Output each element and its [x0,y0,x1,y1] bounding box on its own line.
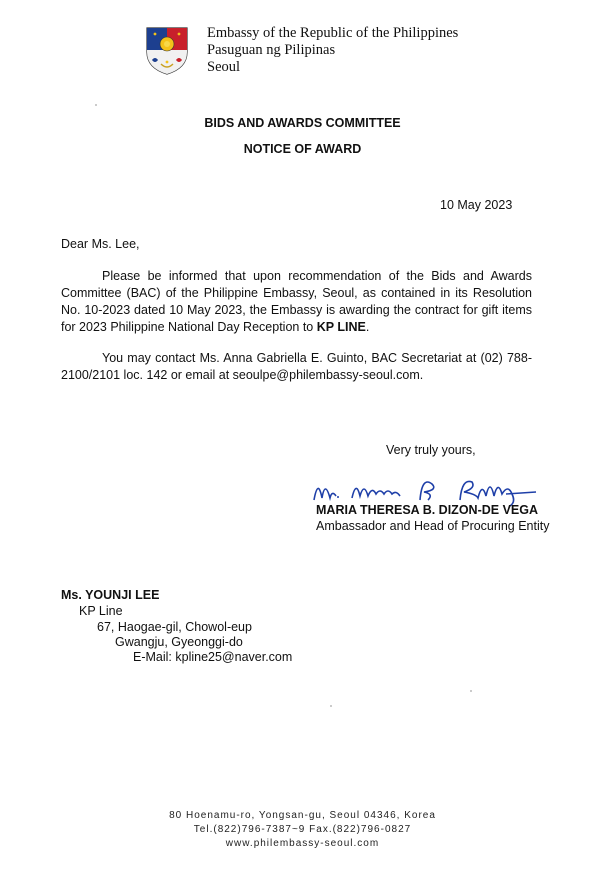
signatory-name: MARIA THERESA B. DIZON-DE VEGA [316,503,538,517]
body-paragraph-1 [61,268,532,336]
footer-website: www.philembassy-seoul.com [225,838,380,849]
salutation: Dear Ms. Lee, [61,237,140,251]
recipient-name: Ms. YOUNJI LEE [61,588,160,602]
body-paragraph-1-text: Please be informed that upon recommendation of the Bids and Awards Committee (BAC) of the Philippine Embassy, Seoul, as contained in its Resolution No. 10-2023 dated 10 May 2023, the Embassy is awarding the contract for gift items for 2023 Philippine National Day Reception to [61,269,532,334]
closing: Very truly yours, [386,443,476,457]
body-paragraph-1-end: . [365,320,370,334]
footer-address: 80 Hoenamu-ro, Yongsan-gu, Seoul 04346, Korea [169,810,436,821]
document-title: NOTICE OF AWARD [243,142,362,156]
recipient-email: E-Mail: kpline25@naver.com [133,650,293,664]
footer-phone: Tel.(822)796-7387~9 Fax.(822)796-0827 [193,824,412,835]
scan-speck [95,104,97,106]
signatory-title: Ambassador and Head of Procuring Entity [316,519,550,533]
coat-of-arms-icon [139,22,195,78]
scan-speck [470,690,472,692]
letterhead [207,25,458,76]
letterhead-line2: Pasuguan ng Pilipinas [207,42,336,58]
letterhead-line1: Embassy of the Republic of the Philippines [207,25,459,41]
recipient-city: Gwangju, Gyeonggi-do [115,635,243,649]
recipient-company: KP Line [79,604,123,618]
committee-heading: BIDS AND AWARDS COMMITTEE [204,116,401,130]
letter-date: 10 May 2023 [440,198,513,212]
letterhead-line3: Seoul [207,59,241,75]
body-paragraph-2: You may contact Ms. Anna Gabriella E. Guinto, BAC Secretariat at (02) 788-2100/2101 loc. 142 or email at seoulpe@philembassy-seoul.com. [61,351,532,382]
awardee-name: KP LINE [316,320,366,334]
scan-speck [330,705,332,707]
recipient-street: 67, Haogae-gil, Chowol-eup [97,620,252,634]
